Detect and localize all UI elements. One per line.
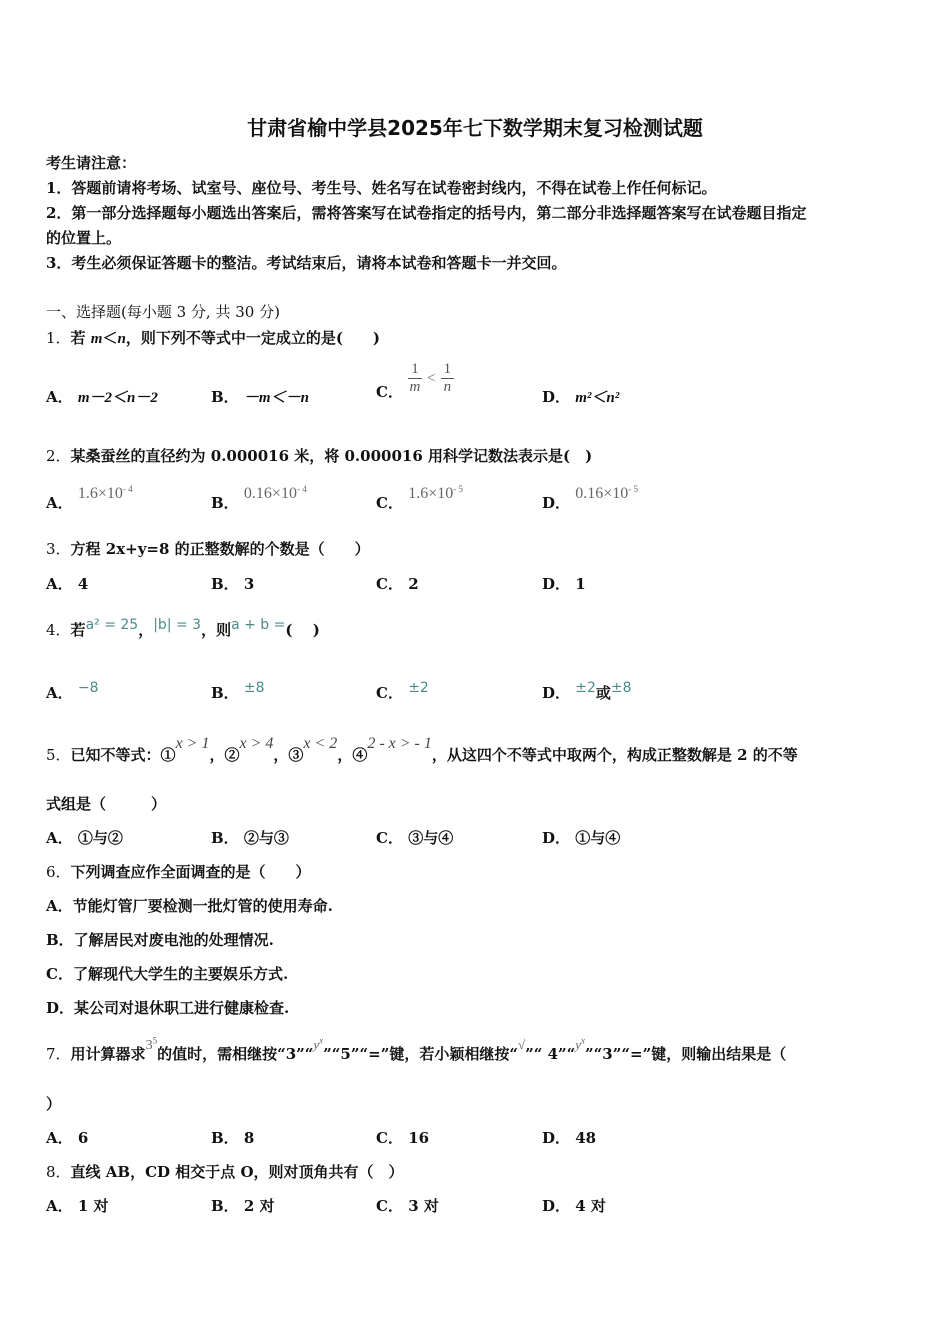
q8-option-b: B． 2 对	[211, 1197, 275, 1215]
q5-option-a: A． ①与②	[46, 829, 123, 847]
q1-option-a: A． m－2＜n－2	[46, 388, 158, 406]
q3-option-c: C． 2	[376, 575, 419, 593]
q2-option-a: A． $1.6\times 10^{- 4}$	[46, 484, 133, 512]
q5-option-d: D． ①与④	[542, 829, 621, 847]
notice-heading: 考生请注意：	[46, 154, 137, 172]
q2-option-b: B． $0.16\times 10^{- 4}$	[211, 484, 307, 512]
q7-option-a: A． 6	[46, 1129, 89, 1147]
page-title: 甘肃省榆中学县2025年七下数学期末复习检测试题	[247, 116, 703, 140]
question-2: 2．某桑蚕丝的直径约为 0.000016 米，将 0.000016 用科学记数法表示是( )	[46, 447, 593, 465]
q8-option-c: C． 3 对	[376, 1197, 439, 1215]
q8-option-a: A． 1 对	[46, 1197, 109, 1215]
fraction-1-over-n: $\frac{1}{n}$	[441, 361, 455, 396]
q5-option-c: C． ③与④	[376, 829, 454, 847]
q2-option-d: D． $0.16\times 10^{- 5}$	[542, 484, 639, 512]
q3-option-a: A． 4	[46, 575, 89, 593]
q4-option-a: A． −8	[46, 680, 99, 702]
question-7-cont: ）	[46, 1095, 62, 1113]
q7-option-b: B． 8	[211, 1129, 255, 1147]
question-7: 7．用计算器求$3^5$的值时，需相继按“$3”“y^x”“5”“=$”键，若小颖相继按“√”“ $4”“y^x”“3”“=$”键，则输出结果是（	[46, 1035, 787, 1063]
q2-option-c: C． $1.6\times 10^{- 5}$	[376, 484, 463, 512]
notice-item-2: 2．第一部分选择题每小题选出答案后，需将答案写在试卷指定的括号内，第二部分非选择题答案写在试卷题目指定	[46, 204, 807, 222]
q7-option-c: C． 16	[376, 1129, 430, 1147]
q1-option-c: C． $\frac{1}{m}$ < $\frac{1}{n}$	[376, 361, 454, 396]
q1-option-b: B． －m＜－n	[211, 388, 309, 406]
q6-option-a: A．节能灯管厂要检测一批灯管的使用寿命.	[46, 897, 333, 915]
q6-option-d: D．某公司对退休职工进行健康检查.	[46, 999, 290, 1017]
notice-item-1: 1．答题前请将考场、试室号、座位号、考生号、姓名写在试卷密封线内，不得在试卷上作任何标记。	[46, 179, 717, 197]
question-6: 6．下列调查应作全面调查的是（ ）	[46, 863, 311, 881]
question-8: 8．直线 AB，CD 相交于点 O，则对顶角共有（ ）	[46, 1163, 404, 1181]
fraction-1-over-m: $\frac{1}{m}$	[409, 361, 421, 395]
q6-option-b: B．了解居民对废电池的处理情况.	[46, 931, 274, 949]
q7-option-d: D． 48	[542, 1129, 597, 1147]
question-4: 4．若a² = 25，|b| = 3，则a + b =( )	[46, 617, 320, 639]
q4-option-d: D． ±2或±8	[542, 680, 632, 702]
notice-item-2-cont: 的位置上。	[46, 229, 122, 247]
question-5: 5．已知不等式：①x > 1，②x > 4，③x < 2，④2 - x > - 1，从这四个不等式中取两个，构成正整数解是 2 的不等	[46, 735, 798, 764]
q3-option-d: D． 1	[542, 575, 586, 593]
q5-option-b: B． ②与③	[211, 829, 289, 847]
question-1: 1．若 m＜n，则下列不等式中一定成立的是( )	[46, 329, 381, 347]
question-number: 1．	[46, 329, 71, 347]
question-3: 3．方程 2x+y=8 的正整数解的个数是（ ）	[46, 540, 370, 558]
section-heading: 一、选择题(每小题 3 分, 共 30 分)	[46, 303, 280, 321]
q3-option-b: B． 3	[211, 575, 255, 593]
q4-option-c: C． ±2	[376, 680, 429, 702]
q6-option-c: C．了解现代大学生的主要娱乐方式.	[46, 965, 289, 983]
q1-option-d: D． m²＜n²	[542, 388, 620, 406]
q4-option-b: B． ±8	[211, 680, 265, 702]
q8-option-d: D． 4 对	[542, 1197, 606, 1215]
question-5-cont: 式组是（ ）	[46, 795, 167, 813]
notice-item-3: 3．考生必须保证答题卡的整洁。考试结束后，请将本试卷和答题卡一并交回。	[46, 254, 567, 272]
